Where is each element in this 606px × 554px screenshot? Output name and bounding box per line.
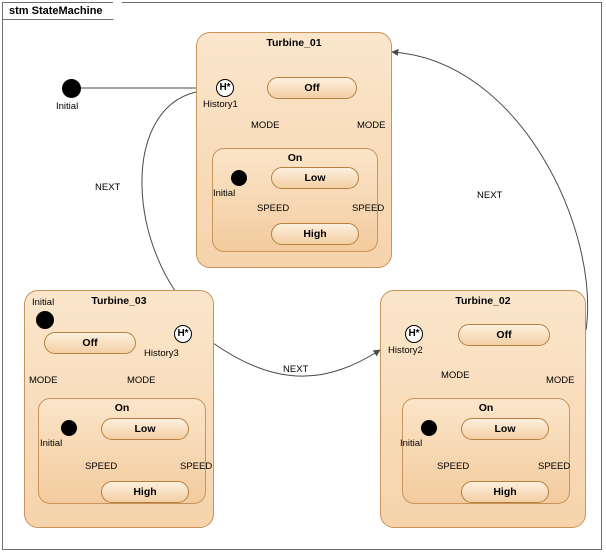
state-turbine-01-low[interactable] — [271, 167, 359, 189]
edge-label-speed-right-t3: SPEED — [180, 461, 213, 472]
state-label: Low — [134, 422, 156, 435]
state-turbine-02-on-title: On — [478, 402, 494, 414]
edge-label-mode-right-t3: MODE — [127, 375, 156, 386]
edge-label-mode-right-t1: MODE — [357, 120, 386, 131]
initial-node-turbine-01-on[interactable] — [231, 170, 247, 186]
edge-label-speed-left-t1: SPEED — [257, 203, 290, 214]
state-turbine-01-off[interactable] — [267, 77, 357, 99]
initial-label-turbine-02-on: Initial — [400, 438, 423, 449]
initial-label-turbine-03-on: Initial — [40, 438, 63, 449]
history-glyph: H* — [177, 328, 189, 339]
edge-label-next-left: NEXT — [95, 182, 121, 193]
edge-label-speed-right-t2: SPEED — [538, 461, 571, 472]
diagram-frame-label: stm StateMachine — [2, 2, 114, 20]
initial-node-turbine-03-on[interactable] — [61, 420, 77, 436]
state-turbine-02-title: Turbine_02 — [455, 295, 511, 307]
initial-label-start: Initial — [56, 101, 79, 112]
state-turbine-03-high[interactable] — [101, 481, 189, 503]
state-turbine-02-off[interactable] — [458, 324, 550, 346]
state-turbine-03-off[interactable] — [44, 332, 136, 354]
state-turbine-01-title: Turbine_01 — [266, 37, 322, 49]
state-turbine-01-high[interactable] — [271, 223, 359, 245]
history-node-turbine-02[interactable] — [405, 325, 423, 343]
history-glyph: H* — [219, 82, 231, 93]
history-label-turbine-03: History3 — [144, 348, 179, 359]
state-turbine-02-high[interactable] — [461, 481, 549, 503]
initial-label-turbine-01-on: Initial — [213, 188, 236, 199]
state-turbine-01-on-title: On — [287, 152, 303, 164]
history-glyph: H* — [408, 328, 420, 339]
initial-node-turbine-03[interactable] — [36, 311, 54, 329]
initial-label-turbine-03: Initial — [32, 297, 55, 308]
state-turbine-03-title: Turbine_03 — [91, 295, 147, 307]
state-turbine-03-on-title: On — [114, 402, 130, 414]
history-label-turbine-01: History1 — [203, 99, 238, 110]
state-turbine-02-low[interactable] — [461, 418, 549, 440]
state-turbine-03-low[interactable] — [101, 418, 189, 440]
edge-label-speed-left-t3: SPEED — [85, 461, 118, 472]
state-label: Off — [82, 336, 98, 349]
initial-node-start[interactable] — [62, 79, 81, 98]
state-label: High — [303, 227, 327, 240]
state-label: Low — [494, 422, 516, 435]
initial-node-turbine-02-on[interactable] — [421, 420, 437, 436]
edge-label-mode-left-t2: MODE — [441, 370, 470, 381]
edge-label-mode-right-t2: MODE — [546, 375, 575, 386]
edge-label-speed-left-t2: SPEED — [437, 461, 470, 472]
edge-label-mode-left-t1: MODE — [251, 120, 280, 131]
history-label-turbine-02: History2 — [388, 345, 423, 356]
state-label: Off — [496, 328, 512, 341]
state-label: High — [133, 485, 157, 498]
state-label: Off — [304, 81, 320, 94]
edge-label-next-bottom: NEXT — [283, 364, 309, 375]
edge-label-speed-right-t1: SPEED — [352, 203, 385, 214]
state-label: High — [493, 485, 517, 498]
edge-label-mode-left-t3: MODE — [29, 375, 58, 386]
history-node-turbine-03[interactable] — [174, 325, 192, 343]
edge-label-next-right: NEXT — [477, 190, 503, 201]
history-node-turbine-01[interactable] — [216, 79, 234, 97]
state-label: Low — [304, 171, 326, 184]
